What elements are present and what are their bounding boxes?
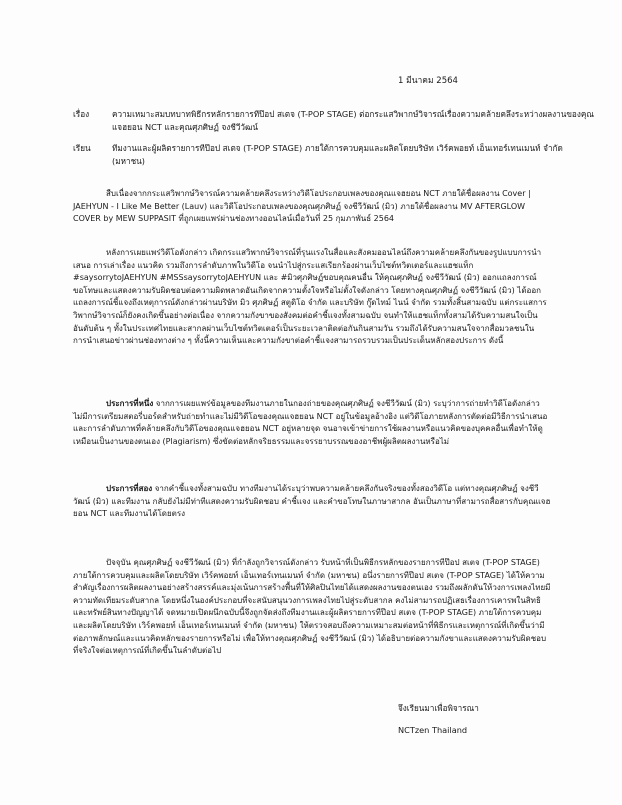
subject-text: ความเหมาะสมบทบาทพิธีกรหลักรายการทีป๊อป สเตจ (T-POP STAGE) ต่อกระแสวิพากษ์วิจารณ์เรื่องความคล้ายคลึงระหว่างผลงานของคุณแจฮยอน NCT และคุณศุภศิษฏ์ จงชีวีวัฒน์ <box>112 109 594 132</box>
paragraph-point-two <box>73 483 551 521</box>
recipient-label: เรียน <box>73 143 91 153</box>
signature: NCTzen Thailand <box>398 725 468 735</box>
paragraph-intro <box>73 188 551 226</box>
paragraph-background <box>73 247 551 348</box>
recipient-text: ทีมงานและผู้ผลิตรายการทีป๊อป สเตจ (T-POP STAGE) ภายใต้การควบคุมและผลิตโดยบริษัท เวิร์คพอยท์ เอ็นเทอร์เทนเมนท์ จำกัด (มหาชน) <box>112 143 563 166</box>
paragraph-request <box>73 557 551 658</box>
closing-line: จึงเรียนมาเพื่อพิจารณา <box>398 703 479 713</box>
point-one-text: จากการเผยแพร่ข้อมูลของทีมงานภายในกองถ่ายของคุณศุภศิษฏ์ จงชีวีวัฒน์ (มิว) ระบุว่าการถ่ายทำวิดีโอดังกล่าวไม่มีการเตรียมสตอรี่บอร์ดสำหรับถ่ายทำและไม่มีวิดีโอของคุณแจฮยอน NCT อยู่ในข้อมูลอ้างอิง แต่วิดีโอภายหลังการตัดต่อมีวิธีการนำเสนอและการลำดับภาพที่คล้ายคลึงกับวิดีโอของคุณแจฮยอน NCT อยู่หลายจุด จนอาจเข้าข่ายการใช้ผลงานหรือแนวคิดของบุคคลอื่นเพื่อทำให้ดูเหมือนเป็นงานของตนเอง (Plagiarism) ซึ่งขัดต่อหลักจริยธรรมและจรรยาบรรณของอาชีพผู้ผลิตผลงานหรือไม่ <box>73 399 548 446</box>
paragraph-request-text: ปัจจุบัน คุณศุภศิษฏ์ จงชีวีวัฒน์ (มิว) ที่กำลังถูกวิจารณ์ดังกล่าว รับหน้าที่เป็นพิธีกรหลักของรายการทีป๊อป สเตจ (T-POP STAGE) ภายใต้การควบคุมและผลิตโดยบริษัท เวิร์คพอยท์ เอ็นเทอร์เทนเมนท์ จำกัด (มหาชน) อนึ่งรายการทีป๊อป สเตจ (T-POP STAGE) ได้ให้ความสำคัญเรื่องการผลิตผลงานอย่างสร้างสรรค์และมุ่งเน้นการสร้างพื้นที่ให้ศิลปินไทยได้แสดงผลงานของตนเอง รวมถึงผลักดันให้วงการเพลงไทยมีความทัดเทียมระดับสากล โดยหนึ่งในองค์ประกอบที่จะสนับสนุนวงการเพลงไทยไปสู่ระดับสากล คงไม่สามารถปฏิเสธเรื่องการเคารพในสิทธิและทรัพย์สินทางปัญญาได้ จดหมายเปิดผนึกฉบับนี้จึงถูกจัดส่งถึงทีมงานและผู้ผลิตรายการทีป๊อป สเตจ (T-POP STAGE) ภายใต้การควบคุมและผลิตโดยบริษัท เวิร์คพอยท์ เอ็นเทอร์เทนเมนท์ จำกัด (มหาชน) ให้ตรวจสอบถึงความเหมาะสมต่อหน้าที่พิธีกรและเหตุการณ์ที่เกิดขึ้นว่ามีต่อภาพลักษณ์และแนวคิดหลักของรายการหรือไม่ เพื่อให้ทางคุณศุภศิษฏ์ จงชีวีวัฒน์ (มิว) ได้อธิบายต่อความกังขาและแสดงความรับผิดชอบที่จริงใจต่อเหตุการณ์ที่เกิดขึ้นในลำดับต่อไป <box>73 558 551 656</box>
paragraph-background-text: หลังการเผยแพร่วิดีโอดังกล่าว เกิดกระแสวิพากษ์วิจารณ์ที่รุนแรงในสื่อและสังคมออนไลน์ถึงความคล้ายคลึงกันของรูปแบบการนำเสนอ การเล่าเรื่อง แนวคิด รวมถึงการลำดับภาพในวิดีโอ จนนำไปสู่กระแสเรียกร้องผ่านเว็บไซต์ทวิตเตอร์และแฮชแท็ก #saysorrytoJAEHYUN #MSSsaysorrytoJAEHYUN และ #มิวศุภศิษฏ์ขอบคุณคนอื่น ให้คุณศุภศิษฏ์ จงชีวีวัฒน์ (มิว) ออกแถลงการณ์ขอโทษและแสดงความรับผิดชอบต่อความผิดพลาดอันเกิดจากความตั้งใจหรือไม่ตั้งใจดังกล่าว โดยทางคุณศุภศิษฏ์ จงชีวีวัฒน์ (มิว) ได้ออกแถลงการณ์ชี้แจงถึงเหตุการณ์ดังกล่าวผ่านบริษัท มิว ศุภศิษฏ์ สตูดิโอ จำกัด และบริษัท กู๊ดไทม์ ไนน์ จำกัด รวมทั้งสิ้นสามฉบับ แต่กระแสการวิพากษ์วิจารณ์ก็ยังคงเกิดขึ้นอย่างต่อเนื่อง จากความกังขาของสังคมต่อคำชี้แจงทั้งสามฉบับ จนทำให้แฮชแท็กทั้งสามได้รับความสนใจเป็นอันดับต้น ๆ ทั้งในประเทศไทยและสากลผ่านเว็บไซต์ทวิตเตอร์เป็นระยะเวลาติดต่อกันกินสามวัน รวมถึงได้รับความสนใจจากสื่อมวลชนในการนำเสนอข่าวผ่านช่องทางต่าง ๆ ทั้งนี้ความเห็นและความกังขาต่อคำชี้แจงสามารถรวบรวมเป็นประเด็นหลักสองประการ ดังนี้ <box>73 248 547 346</box>
subject-label: เรื่อง <box>73 109 90 119</box>
paragraph-point-one <box>73 398 551 448</box>
point-two-heading: ประการที่สอง <box>106 484 153 493</box>
point-two-text: จากคำชี้แจงทั้งสามฉบับ ทางทีมงานได้ระบุว่าพบความคล้ายคลึงกันจริงของทั้งสองวิดีโอ แต่ทางคุณศุภศิษฏ์ จงชีวีวัฒน์ (มิว) และทีมงาน กลับยังไม่มีท่าทีแสดงความรับผิดชอบ คำชี้แจง และคำขอโทษในภาษาสากล อันเป็นภาษาที่สามารถสื่อสารกับคุณแจฮยอน NCT และทีมงานได้โดยตรง <box>73 484 551 519</box>
paragraph-intro-text: สืบเนื่องจากกระแสวิพากษ์วิจารณ์ความคล้ายคลึงระหว่างวิดีโอประกอบเพลงของคุณแจฮยอน NCT ภายใต้ชื่อผลงาน Cover | JAEHYUN - I Like Me Better (Lauv) และวิดีโอประกอบเพลงของคุณศุภศิษฏ์ จงชีวีวัฒน์ (มิว) ภายใต้ชื่อผลงาน MV AFTERGLOW COVER by MEW SUPPASIT ที่ถูกเผยแพร่ผ่านช่องทางออนไลน์เมื่อวันที่ 25 กุมภาพันธ์ 2564 <box>73 189 531 224</box>
point-one-heading: ประการที่หนึ่ง <box>106 399 154 408</box>
letter-date: 1 มีนาคม 2564 <box>398 76 458 86</box>
